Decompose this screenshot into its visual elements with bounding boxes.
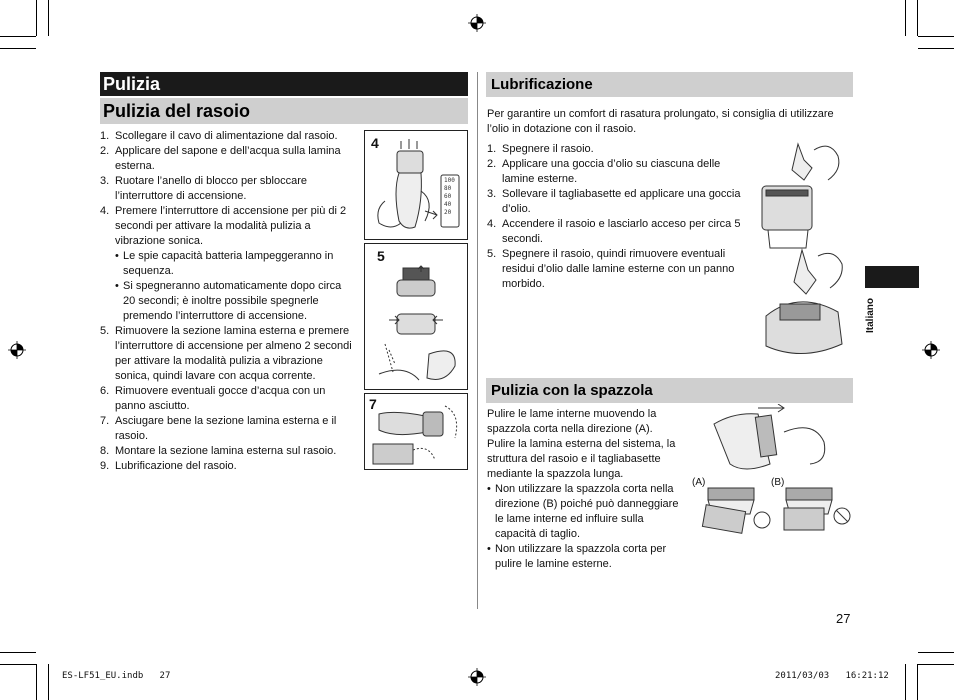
figure-4 <box>364 130 468 240</box>
brush-title-text: Pulizia con la spazzola <box>491 382 653 399</box>
bullet-item <box>487 482 692 542</box>
step-number: 7. <box>100 415 110 427</box>
step-number: 2. <box>487 158 497 170</box>
step-text: Sollevare il tagliabasette ed applicare una goccia <box>502 188 741 200</box>
crop-mark <box>36 664 37 700</box>
crop-mark <box>918 664 954 665</box>
step-text: lamine esterne. <box>502 173 578 185</box>
battery-level-label: 80 <box>444 185 452 192</box>
step-item <box>100 174 362 204</box>
lubrication-title <box>486 72 853 97</box>
step-item <box>100 384 362 414</box>
figure-7 <box>364 393 468 470</box>
step-number: 4. <box>487 218 497 230</box>
battery-level-label: 40 <box>444 201 452 208</box>
registration-mark-icon <box>8 341 26 359</box>
step-text: Rimuovere eventuali gocce d’acqua con un <box>115 385 326 397</box>
intro-text: struttura del rasoio e il tagliabasette <box>487 453 661 465</box>
bullet-text: 20 secondi; è inoltre possibile spegnerle <box>123 295 319 307</box>
brush-cleaning-illustration <box>694 404 856 544</box>
step-text: l’interruttore di accensione per almeno 2 secondi <box>115 340 352 352</box>
lubrication-steps <box>487 142 749 292</box>
figure-number: 4 <box>371 135 379 151</box>
step-number: 4. <box>100 205 110 217</box>
crop-mark <box>917 0 918 36</box>
step-text: l’interruttore di accensione. <box>115 190 247 202</box>
step-number: 1. <box>487 143 497 155</box>
crop-mark <box>918 36 954 37</box>
battery-level-label: 20 <box>444 209 452 216</box>
footer-datetime: 2011/03/03 16:21:12 <box>775 671 889 681</box>
section-title-text: Pulizia <box>103 74 161 94</box>
intro-text: Pulire la lamina esterna del sistema, la <box>487 438 676 450</box>
crop-mark <box>48 0 49 36</box>
step-text: Rimuovere la sezione lamina esterna e premere <box>115 325 350 337</box>
crop-mark <box>0 652 36 653</box>
crop-mark <box>0 664 36 665</box>
bullet-text: capacità di taglio. <box>495 528 580 540</box>
bullet-text: premendo l’interruttore di accensione. <box>123 310 308 322</box>
step-text: residui d’olio dalle lamine esterne con un panno <box>502 263 735 275</box>
brush-title <box>486 378 853 403</box>
figure-5 <box>364 243 468 390</box>
bullet-text: • Non utilizzare la spazzola corta nella <box>495 483 674 495</box>
step-item <box>100 459 362 474</box>
crop-mark <box>917 664 918 700</box>
intro-text: Per garantire un comfort di rasatura prolungato, si consiglia di utilizzare <box>487 108 834 120</box>
step-text: Montare la sezione lamina esterna sul rasoio. <box>115 445 337 457</box>
step-item <box>100 414 362 444</box>
crop-mark <box>918 652 954 653</box>
section-title <box>100 72 468 96</box>
step-text: morbido. <box>502 278 545 290</box>
bullet-item <box>487 542 692 572</box>
step-text: Accendere il rasoio e lasciarlo acceso per circa 5 <box>502 218 741 230</box>
battery-level-label: 100 <box>444 177 455 184</box>
foil-removal-illustration <box>365 244 467 389</box>
column-divider <box>477 72 478 609</box>
intro-text: spazzola corta nella direzione (A). <box>487 423 653 435</box>
registration-mark-icon <box>922 341 940 359</box>
figure-number: 7 <box>369 396 377 412</box>
step-item <box>100 324 362 384</box>
step-number: 3. <box>487 188 497 200</box>
oil-application-illustration <box>758 140 850 362</box>
brush-warnings <box>487 482 692 572</box>
bullet-item <box>115 249 362 279</box>
step-text: Premere l’interruttore di accensione per più di 2 <box>115 205 347 217</box>
page-number: 27 <box>836 611 851 626</box>
registration-mark-icon <box>468 14 486 32</box>
bullet-text: pulire le lamine esterne. <box>495 558 612 570</box>
step-number: 5. <box>487 248 497 260</box>
step-text: sonica, quindi lavare con acqua corrente. <box>115 370 316 382</box>
step-item <box>487 187 749 217</box>
intro-text: Pulire le lame interne muovendo la <box>487 408 657 420</box>
step-text: Ruotare l’anello di blocco per sbloccare <box>115 175 307 187</box>
step-text: rasoio. <box>115 430 149 442</box>
cleaning-steps <box>100 129 362 474</box>
step-text: Spegnere il rasoio. <box>502 143 594 155</box>
step-item <box>487 247 749 292</box>
battery-level-label: 60 <box>444 193 452 200</box>
crop-mark <box>905 0 906 36</box>
bullet-text: le lame interne ed influire sulla <box>495 513 644 525</box>
bullet-text: sequenza. <box>123 265 174 277</box>
step-item <box>487 217 749 247</box>
crop-mark <box>36 0 37 36</box>
step-number: 6. <box>100 385 110 397</box>
figure-number: 5 <box>377 248 385 264</box>
crop-mark <box>918 48 954 49</box>
step-text: Scollegare il cavo di alimentazione dal rasoio. <box>115 130 338 142</box>
crop-mark <box>905 664 906 700</box>
step-item <box>100 144 362 174</box>
drying-illustration <box>365 394 467 469</box>
step-text: d’olio. <box>502 203 531 215</box>
bullet-text: direzione (B) poiché può danneggiare <box>495 498 679 510</box>
step-text: Spegnere il rasoio, quindi rimuovere eventuali <box>502 248 726 260</box>
brush-direction-a-label: (A) <box>692 477 706 488</box>
step-item <box>487 157 749 187</box>
step-text: Lubrificazione del rasoio. <box>115 460 237 472</box>
language-label: Italiano <box>865 297 876 333</box>
step-text: Applicare una goccia d’olio su ciascuna delle <box>502 158 721 170</box>
step-text: per attivare la modalità pulizia a vibrazione <box>115 355 323 367</box>
bullet-text: • Le spie capacità batteria lampeggeranno in <box>123 250 334 262</box>
step-item <box>100 129 362 144</box>
step-number: 9. <box>100 460 110 472</box>
bullet-item <box>115 279 362 324</box>
step-item <box>100 204 362 324</box>
language-tab <box>865 266 919 288</box>
step-text: secondi. <box>502 233 543 245</box>
brush-direction-b-label: (B) <box>771 477 785 488</box>
step-text: Applicare del sapone e dell’acqua sulla lamina <box>115 145 341 157</box>
step-number: 5. <box>100 325 110 337</box>
step-text: esterna. <box>115 160 155 172</box>
step-number: 1. <box>100 130 110 142</box>
step-text: Asciugare bene la sezione lamina esterna e il <box>115 415 337 427</box>
lubrication-title-text: Lubrificazione <box>491 76 593 93</box>
footer-file: ES-LF51_EU.indb 27 <box>62 671 171 681</box>
step-item <box>487 142 749 157</box>
registration-mark-icon <box>468 668 486 686</box>
step-text: panno asciutto. <box>115 400 190 412</box>
subsection-title-text: Pulizia del rasoio <box>103 101 251 121</box>
crop-mark <box>0 36 36 37</box>
brush-intro <box>487 407 692 482</box>
crop-mark <box>48 664 49 700</box>
crop-mark <box>0 48 36 49</box>
lubrication-intro <box>487 107 857 137</box>
intro-text: l’olio in dotazione con il rasoio. <box>487 123 637 135</box>
step-text: secondi per attivare la modalità pulizia a <box>115 220 311 232</box>
step-number: 2. <box>100 145 110 157</box>
bullet-text: • Non utilizzare la spazzola corta per <box>495 543 667 555</box>
battery-level-scale <box>444 177 455 217</box>
step-item <box>100 444 362 459</box>
intro-text: mediante la spazzola lunga. <box>487 468 624 480</box>
step-number: 3. <box>100 175 110 187</box>
bullet-text: • Si spegneranno automaticamente dopo circa <box>123 280 342 292</box>
step-text: vibrazione sonica. <box>115 235 204 247</box>
subsection-title <box>100 98 468 124</box>
step-number: 8. <box>100 445 110 457</box>
